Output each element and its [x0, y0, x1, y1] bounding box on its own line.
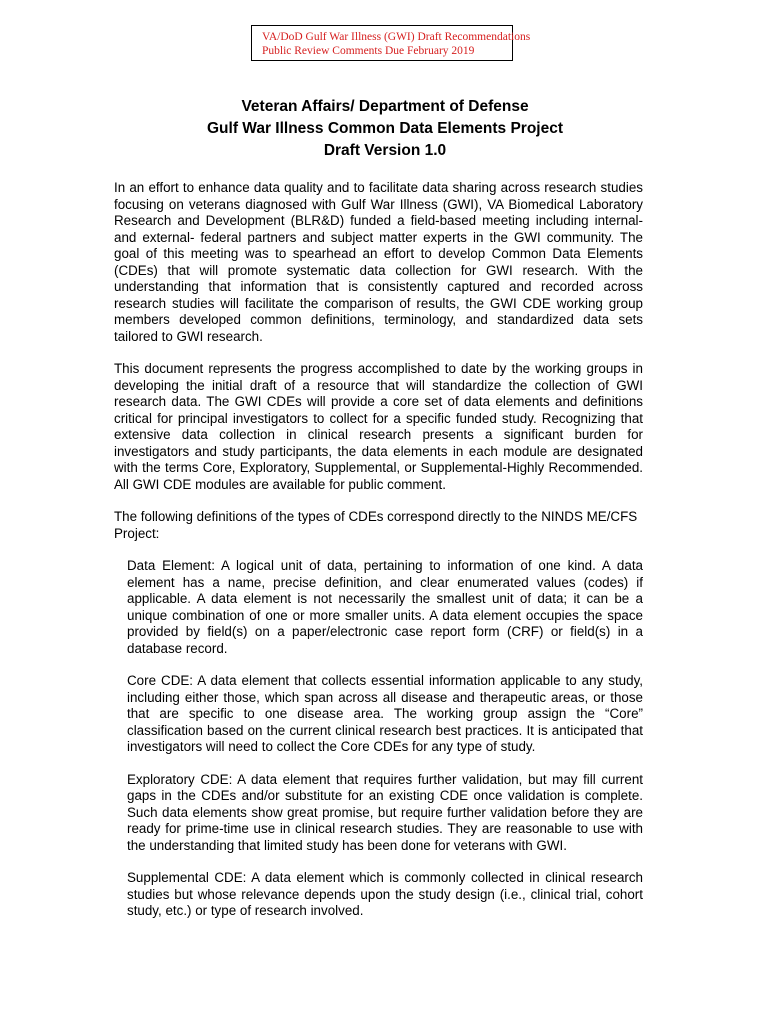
- title-line-3: Draft Version 1.0: [323, 142, 447, 159]
- draft-notice-line-1: VA/DoD Gulf War Illness (GWI) Draft Recommendations: [262, 31, 531, 43]
- draft-notice-box: [251, 25, 531, 61]
- definition-supplemental-cde: Supplemental CDE: A data element which is commonly collected in clinical research studies but whose relevance depends upon the study design (i.e., clinical trial, cohort study, etc.) or type of research involved.: [127, 870, 643, 918]
- document-title: [0, 96, 770, 162]
- definitions-list: [127, 558, 643, 920]
- draft-notice-line-2: Public Review Comments Due February 2019: [262, 45, 475, 57]
- document-body: [114, 180, 643, 936]
- definition-exploratory-cde: Exploratory CDE: A data element that requires further validation, but may fill current gaps in the CDEs and/or substitute for an existing CDE once validation is complete. Such data elements show great promise, but require further validation before they are ready for prime-time use in clinical research studies. They are reasonable to use with the understanding that limited study has been done for veterans with GWI.: [127, 771, 643, 853]
- title-line-1: Veteran Affairs/ Department of Defense: [241, 98, 529, 115]
- definition-core-cde: Core CDE: A data element that collects essential information applicable to any study, including either those, which span across all disease and therapeutic areas, or those that are specific to one disease area. The working group assign the “Core” classification based on the current clinical research best practices. It is anticipated that investigators will need to collect the Core CDEs for any type of study.: [127, 673, 643, 754]
- definition-data-element: Data Element: A logical unit of data, pertaining to information of one kind. A data element has a name, precise definition, and clear enumerated values (codes) if applicable. A data element is not necessarily the smallest unit of data; it can be a unique combination of one or more smaller units. A data element occupies the space provided by field(s) on a paper/electronic case report form (CRF) or field(s) in a database record.: [127, 558, 643, 656]
- intro-paragraph: In an effort to enhance data quality and to facilitate data sharing across research studies focusing on veterans diagnosed with Gulf War Illness (GWI), VA Biomedical Laboratory Research and Development (BLR&D) funded a field-based meeting including internal- and external- federal partners and subject matter experts in the GWI community. The goal of this meeting was to spearhead an effort to develop Common Data Elements (CDEs) that will promote systematic data collection for GWI research. With the understanding that information that is consistently captured and recorded across research studies will facilitate the comparison of results, the GWI CDE working group members developed common definitions, terminology, and standardized data sets tailored to GWI research.: [114, 180, 643, 344]
- definitions-intro-paragraph: The following definitions of the types of CDEs correspond directly to the NINDS ME/CFS Project:: [114, 509, 638, 541]
- progress-paragraph: This document represents the progress accomplished to date by the working groups in developing the initial draft of a resource that will standardize the collection of GWI research data. The GWI CDEs will provide a core set of data elements and definitions critical for principal investigators to collect for a specific funded study. Recognizing that extensive data collection in clinical research presents a significant burden for investigators and study participants, the data elements in each module are designated with the terms Core, Exploratory, Supplemental, or Supplemental-Highly Recommended. All GWI CDE modules are available for public comment.: [114, 361, 643, 492]
- title-line-2: Gulf War Illness Common Data Elements Project: [206, 120, 563, 137]
